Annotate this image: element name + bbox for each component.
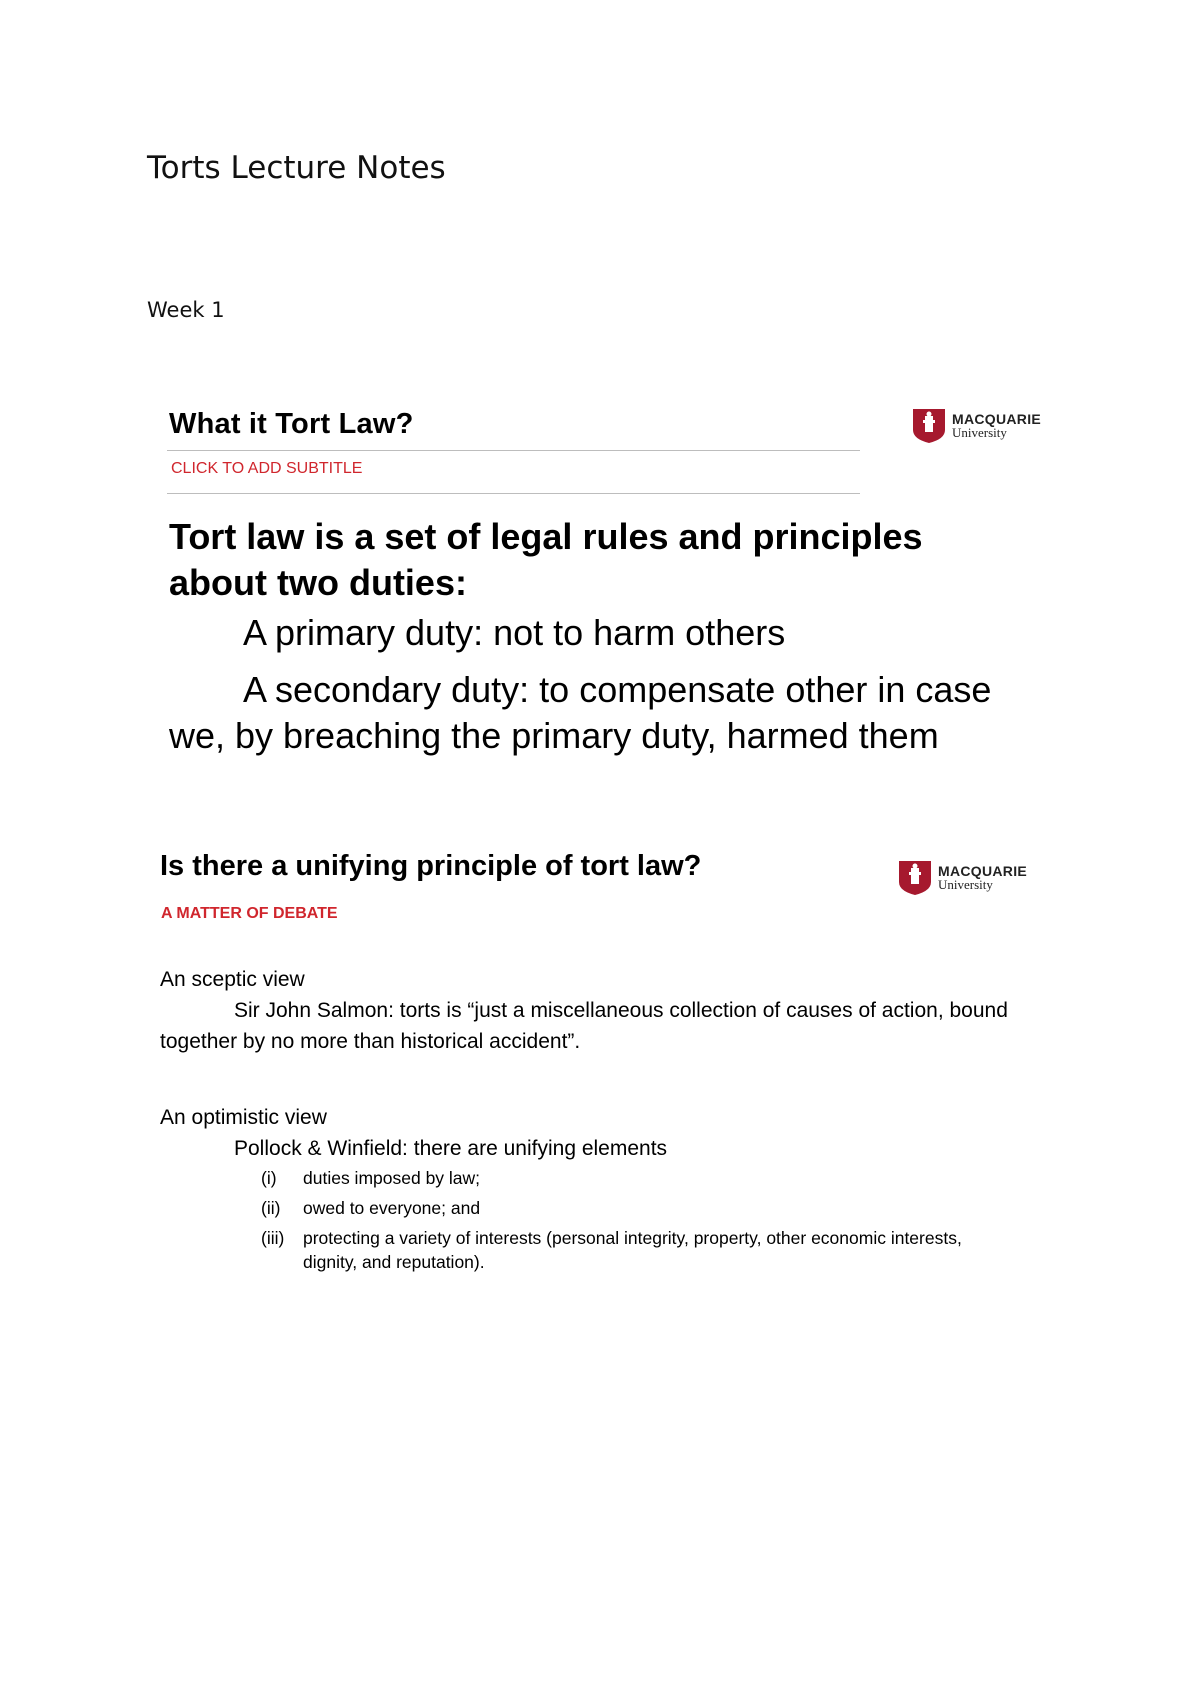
- macquarie-logo: [898, 860, 1027, 896]
- optimistic-view-text: Pollock & Winfield: there are unifying elements: [234, 1137, 668, 1160]
- unifying-elements-list: [160, 1166, 1020, 1274]
- logo-sub: University: [952, 425, 1007, 440]
- list-item: [261, 1196, 1020, 1220]
- university-crest-icon: [898, 860, 932, 896]
- sceptic-view-section: [160, 964, 1020, 1057]
- optimistic-view-section: [160, 1102, 1020, 1280]
- slide-heading: Tort law is a set of legal rules and principles about two duties:: [169, 516, 923, 603]
- list-item-text: duties imposed by law;: [303, 1168, 481, 1188]
- divider: [167, 450, 860, 451]
- document-title: Torts Lecture Notes: [147, 150, 446, 186]
- sceptic-view-label: An sceptic view: [160, 968, 305, 991]
- list-item: [261, 1226, 1020, 1274]
- slide-title: Is there a unifying principle of tort law?: [160, 850, 702, 882]
- slide-body: [169, 514, 1029, 759]
- list-item-text: owed to everyone; and: [303, 1198, 481, 1218]
- logo-name: MACQUARIE: [938, 863, 1028, 879]
- slide-subtitle: CLICK TO ADD SUBTITLE: [171, 460, 363, 477]
- list-item: [261, 1166, 1020, 1190]
- list-item-number: (i): [261, 1168, 277, 1188]
- slide-subtitle: A MATTER OF DEBATE: [161, 905, 338, 922]
- secondary-duty-point: A secondary duty: to compensate other in case we, by breaching the primary duty, harmed them: [169, 669, 992, 756]
- logo-sub: University: [938, 877, 993, 892]
- slide-what-is-tort-law: [0, 390, 1200, 810]
- slide-title: What it Tort Law?: [169, 408, 414, 440]
- optimistic-view-label: An optimistic view: [160, 1106, 327, 1129]
- primary-duty-point: A primary duty: not to harm others: [243, 612, 786, 653]
- university-crest-icon: [912, 408, 946, 444]
- list-item-number: (ii): [261, 1198, 281, 1218]
- divider: [167, 493, 860, 494]
- macquarie-logo: [912, 408, 1041, 444]
- sceptic-view-quote: Sir John Salmon: torts is “just a miscellaneous collection of causes of action, bound together by no more than historical accident”.: [160, 999, 1008, 1053]
- logo-name: MACQUARIE: [952, 411, 1042, 427]
- week-heading: Week 1: [147, 298, 225, 322]
- list-item-text: protecting a variety of interests (personal integrity, property, other economic interests, dignity, and reputation).: [303, 1228, 962, 1272]
- slide-unifying-principle: [0, 850, 1200, 1290]
- list-item-number: (iii): [261, 1228, 285, 1248]
